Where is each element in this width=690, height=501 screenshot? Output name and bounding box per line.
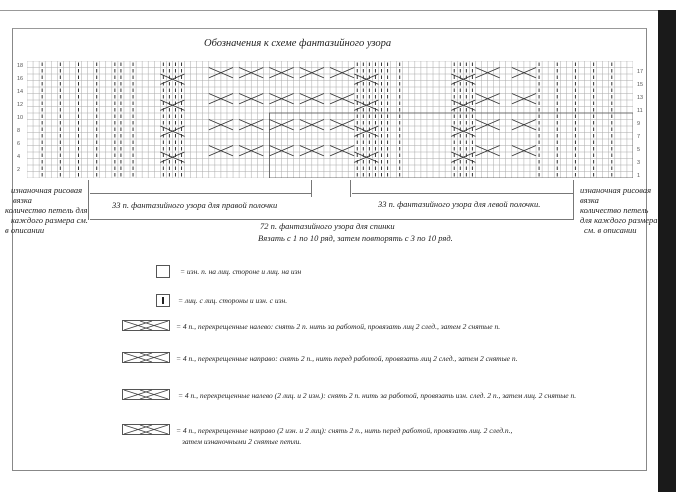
left-note-line: вязка: [13, 195, 32, 205]
legend-vertical-bar-icon: [156, 294, 170, 307]
cable-cross-right-icon: [122, 352, 170, 363]
row-number: 7: [637, 134, 641, 140]
right-note-line: вязка: [580, 195, 599, 205]
legend-text: затем изнаночными 2 снятые петли.: [182, 437, 302, 446]
row-number: 2: [17, 167, 21, 173]
legend-text: = лиц. с лиц. стороны и изн. с изн.: [178, 296, 288, 305]
back-instruction: Вязать с 1 по 10 ряд, затем повторять с 3 по 10 ряд.: [258, 233, 453, 243]
back-label: 72 п. фантазийного узора для спинки: [260, 221, 395, 231]
right-note-line: количество петель: [580, 205, 649, 215]
legend-empty-cell-icon: [156, 265, 170, 278]
row-number: 10: [17, 115, 24, 121]
row-number: 1: [637, 173, 641, 179]
legend-text: = 4 п., перекрещенные налево: снять 2 п. нить за работой, провязать лиц 2 след., затем 2 снятые п.: [176, 322, 501, 331]
dim-left-front-line: [352, 193, 573, 194]
cable-cross-left-purl-icon: [122, 389, 170, 400]
row-number: 14: [17, 89, 24, 95]
right-note-line: изнаночная рисовая: [580, 185, 652, 195]
row-number: 15: [637, 82, 644, 88]
row-number: 3: [637, 160, 641, 166]
dim-right-tick: [573, 180, 574, 220]
legend-text: = 4 п., перекрещенные налево (2 лиц. и 2 изн.): снять 2 п. нить за работой, провязать изн. след. 2 п., затем лиц. 2 снятые п.: [178, 391, 577, 400]
dim-mid-tick-right: [350, 180, 351, 197]
scan-dark-edge: [658, 10, 676, 492]
row-number: 4: [17, 154, 21, 160]
row-number: 17: [637, 69, 644, 75]
legend-text: = изн. п. на лиц. стороне и лиц. на изн: [180, 267, 302, 276]
page-title: Обозначения к схеме фантазийного узора: [204, 38, 392, 49]
row-number: 9: [637, 121, 641, 127]
dim-right-front-line: [90, 193, 311, 194]
page-top-edge: [0, 10, 660, 11]
right-note-line: см. в описании: [584, 225, 637, 235]
row-number: 6: [17, 141, 21, 147]
legend-text: = 4 п., перекрещенные направо (2 изн. и 2 лиц): снять 2 п., нить перед работой, провязать лиц. 2 след.п.,: [176, 426, 513, 435]
cable-cross-left-icon: [122, 320, 170, 331]
knitting-chart: [27, 61, 633, 178]
left-front-label: 33 п. фантазийного узора для левой полочки.: [378, 199, 541, 209]
legend-text: = 4 п., перекрещенные направо: снять 2 п., нить перед работой, провязать лиц 2 след., затем 2 снятые п.: [176, 354, 518, 363]
row-number: 12: [17, 102, 24, 108]
left-note: [5, 185, 95, 235]
row-number: 11: [637, 108, 643, 114]
right-front-label: 33 п. фантазийного узора для правой полочки: [112, 200, 278, 210]
left-note-line: изнаночная рисовая: [11, 185, 83, 195]
dim-back-line: [90, 219, 573, 220]
row-number: 5: [637, 147, 641, 153]
cable-cross-right-purl-icon: [122, 424, 170, 435]
left-note-line: количество петель для: [5, 205, 88, 215]
right-note-line: для каждого размера: [580, 215, 658, 225]
left-note-line: каждого размера см.: [11, 215, 88, 225]
row-number: 13: [637, 95, 644, 101]
row-number: 16: [17, 76, 24, 82]
right-note: [580, 185, 660, 235]
row-number: 18: [17, 63, 24, 69]
left-note-line: в описании: [5, 225, 45, 235]
row-number: 8: [17, 128, 21, 134]
dim-mid-tick-left: [311, 180, 312, 197]
